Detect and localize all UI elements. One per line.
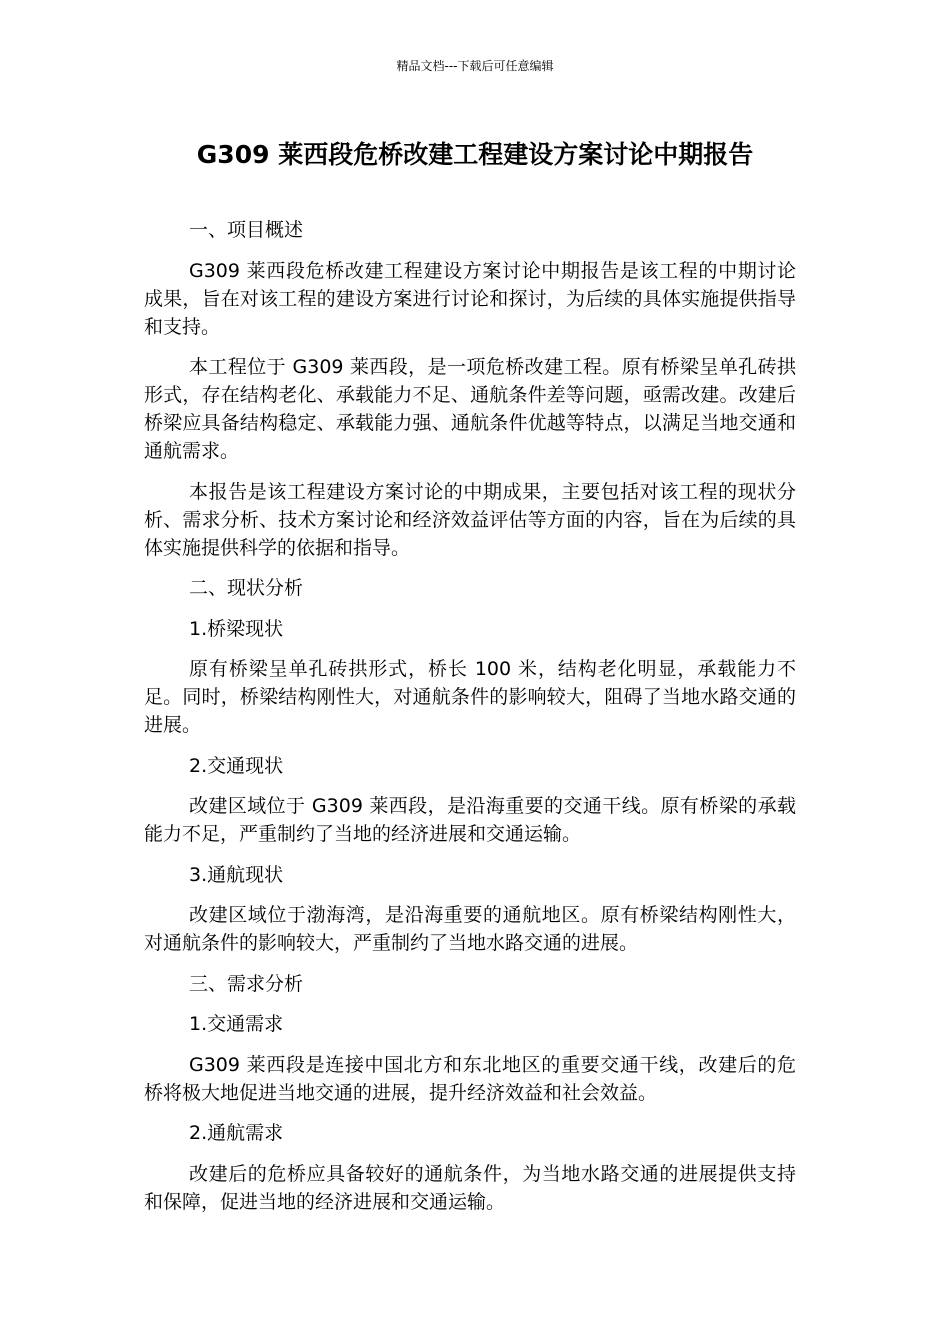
paragraph: 改建后的危桥应具备较好的通航条件，为当地水路交通的进展提供支持和保障，促进当地的经济进展和交通运输。: [144, 1162, 796, 1213]
subheading: 3.通航现状: [189, 863, 284, 886]
paragraph: 本报告是该工程建设方案讨论的中期成果，主要包括对该工程的现状分析、需求分析、技术方案讨论和经济效益评估等方面的内容，旨在为后续的具体实施提供科学的依据和指导。: [144, 480, 796, 559]
page-header: 精品文档---下载后可任意编辑: [396, 59, 554, 73]
section-heading-demand: 三、需求分析: [189, 972, 304, 995]
paragraph: 改建区域位于渤海湾，是沿海重要的通航地区。原有桥梁结构刚性大，对通航条件的影响较大，严重制约了当地水路交通的进展。: [144, 904, 796, 954]
paragraph: 本工程位于 G309 莱西段，是一项危桥改建工程。原有桥梁呈单孔砖拱形式，存在结构老化、承载能力不足、通航条件差等问题，亟需改建。改建后桥梁应具备结构稳定、承载能力强、通航条件优越等特点，以满足当地交通和通航需求。: [144, 356, 796, 462]
paragraph: 改建区域位于 G309 莱西段，是沿海重要的交通干线。原有桥梁的承载能力不足，严重制约了当地的经济进展和交通运输。: [144, 795, 796, 845]
subheading: 1.交通需求: [189, 1013, 284, 1035]
paragraph: G309 莱西段是连接中国北方和东北地区的重要交通干线，改建后的危桥将极大地促进当地交通的进展，提升经济效益和社会效益。: [144, 1053, 796, 1104]
section-heading-status: 二、现状分析: [189, 577, 304, 599]
paragraph: 原有桥梁呈单孔砖拱形式，桥长 100 米，结构老化明显，承载能力不足。同时，桥梁结构刚性大，对通航条件的影响较大，阻碍了当地水路交通的进展。: [144, 658, 796, 736]
subheading: 1.桥梁现状: [189, 617, 284, 640]
subheading: 2.交通现状: [189, 754, 284, 777]
section-heading-overview: 一、项目概述: [189, 219, 304, 241]
document-body: [144, 216, 796, 1228]
subheading: 2.通航需求: [189, 1122, 284, 1144]
paragraph: G309 莱西段危桥改建工程建设方案讨论中期报告是该工程的中期讨论成果，旨在对该工程的建设方案进行讨论和探讨，为后续的具体实施提供指导和支持。: [144, 259, 796, 338]
document-title: G309 莱西段危桥改建工程建设方案讨论中期报告: [196, 140, 754, 169]
